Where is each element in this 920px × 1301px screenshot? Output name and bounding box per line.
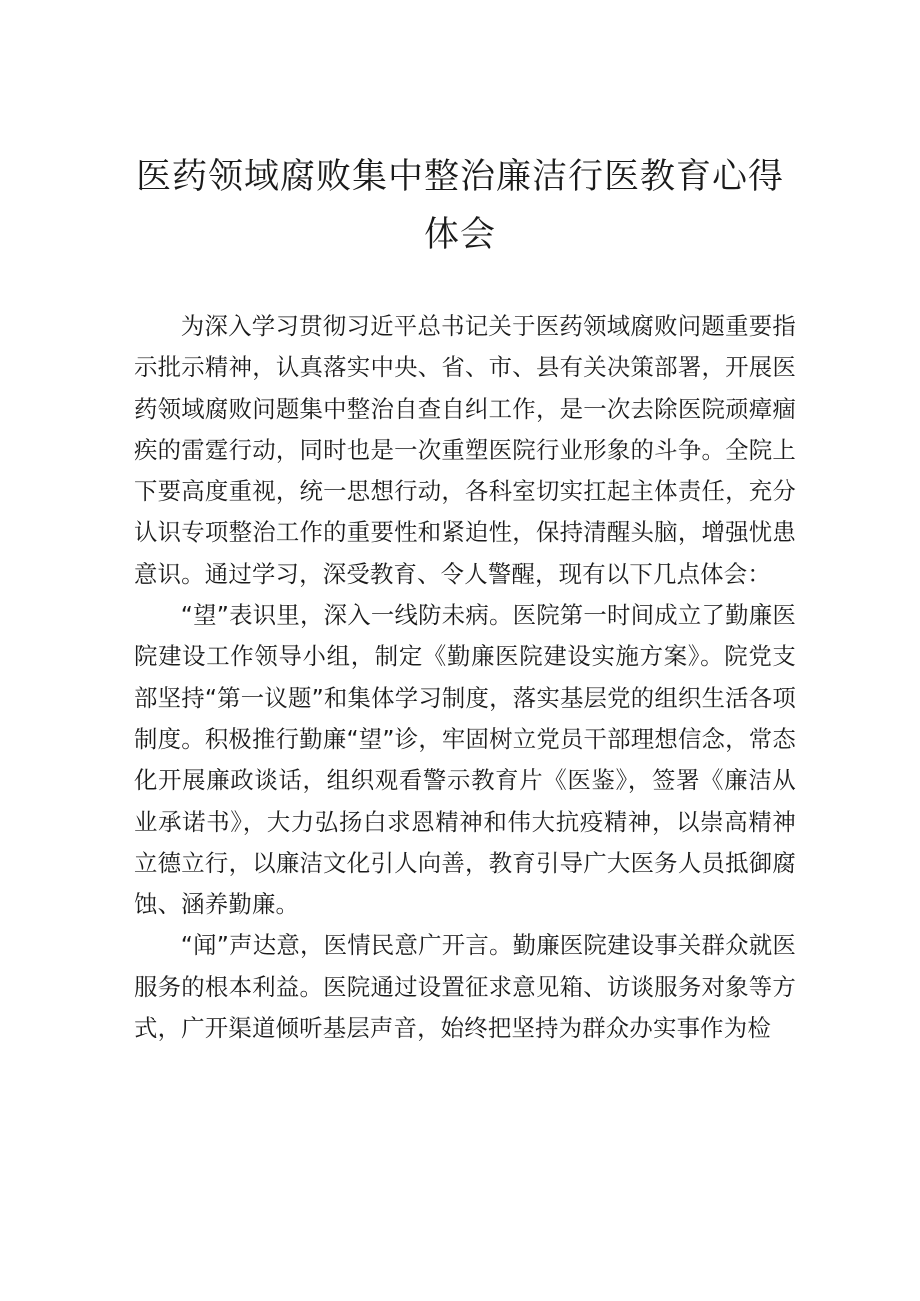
paragraph-wen: “闻”声达意，医情民意广开言。勤廉医院建设事关群众就医服务的根本利益。医院通过设置征求意见箱、访谈服务对象等方式，广开渠道倾听基层声音，始终把坚持为群众办实事作为检 xyxy=(134,931,796,1043)
paragraph-intro: 为深入学习贯彻习近平总书记关于医药领域腐败问题重要指示批示精神，认真落实中央、省、市、县有关决策部署，开展医药领域腐败问题集中整治自查自纠工作，是一次去除医院顽瘴痼疾的雷霆行动，同时也是一次重塑医院行业形象的斗争。全院上下要高度重视，统一思想行动，各科室切实扛起主体责任，充分认识专项整治工作的重要性和紧迫性，保持清醒头脑，增强忧患意识。通过学习，深受教育、令人警醒，现有以下几点体会： xyxy=(134,312,796,588)
title-line-1: 医药领域腐败集中整治廉洁行医教育心得 xyxy=(135,157,784,197)
document-title xyxy=(110,148,810,264)
document-body xyxy=(134,306,796,1049)
title-line-2: 体会 xyxy=(423,215,496,255)
paragraph-wang: “望”表识里，深入一线防未病。医院第一时间成立了勤廉医院建设工作领导小组，制定《勤廉医院建设实施方案》。院党支部坚持“第一议题”和集体学习制度，落实基层党的组织生活各项制度。积极推行勤廉“望”诊，牢固树立党员干部理想信念，常态化开展廉政谈话，组织观看警示教育片《医鉴》，签署《廉洁从业承诺书》，大力弘扬白求恩精神和伟大抗疫精神，以崇高精神立德立行，以廉洁文化引人向善，教育引导广大医务人员抵御腐蚀、涵养勤廉。 xyxy=(134,601,796,919)
